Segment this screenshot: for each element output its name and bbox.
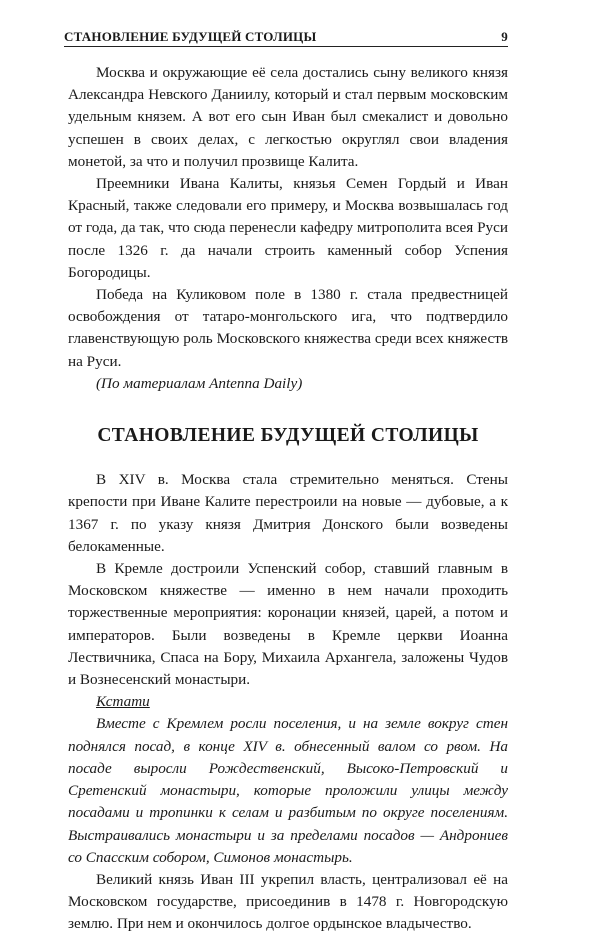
page-number: 9 — [501, 29, 508, 44]
source-attribution: (По материалам Antenna Daily) — [96, 374, 303, 392]
paragraph: Победа на Куликовом поле в 1380 г. стала предвестницей освобождения от татаро-монгольского ига, что подтвердило главенствующую роль Московского княжества среди всех княжеств на Руси. — [68, 286, 508, 370]
paragraph: Москва и окружающие её села достались сыну великого князя Александра Невского Даниилу, который и стал первым московским удельным князем. А вот его сын Иван был смекалист и довольно успешен в своих делах, с легкостью округлял свои владения монетой, за что и получил прозвище Калита. — [68, 64, 508, 170]
paragraph: Великий князь Иван III укрепил власть, централизовал её на Московском государстве, присоединив в 1478 г. Новгородскую землю. При нем и окончилось долгое ордынское владычество. — [68, 870, 508, 933]
running-header-title: СТАНОВЛЕНИЕ БУДУЩЕЙ СТОЛИЦЫ — [64, 29, 317, 44]
section-heading: СТАНОВЛЕНИЕ БУДУЩЕЙ СТОЛИЦЫ — [97, 425, 479, 447]
paragraph: В XIV в. Москва стала стремительно меняться. Стены крепости при Иване Калите перестроили на новые — дубовые, а к 1367 г. по указу князя Дмитрия Донского были возведены белокаменные. — [68, 471, 508, 555]
page-body — [68, 62, 508, 936]
running-header — [64, 26, 508, 47]
aside-text: Вместе с Кремлем росли поселения, и на земле вокруг стен поднялся посад, в конце XIV в. обнесенный валом со рвом. На посаде выросли Рождественский, Высоко-Петровский и Сретенский монастыри, которые проложили улицы между посадами и тропинки к селам и разбитым по округе поселениям. Выстраивались монастыри и за пределами посадов — Андрониев со Спасским собором, Симонов монастырь. — [68, 715, 508, 866]
paragraph: Преемники Ивана Калиты, князья Семен Гордый и Иван Красный, также следовали его примеру, и Москва возвышалась год от года, да так, что сюда перенесли кафедру митрополита всея Руси после 1326 г. да начали строить каменный собор Успения Богородицы. — [68, 175, 508, 281]
paragraph: В Кремле достроили Успенский собор, ставший главным в Московском княжестве — именно в нем начали проходить торжественные мероприятия: коронации князей, царей, а потом и императоров. Были возведены в Кремле церкви Иоанна Лествичника, Спаса на Бору, Михаила Архангела, заложены Чудов и Вознесенский монастыри. — [68, 560, 508, 689]
aside-label: Кстати — [96, 693, 150, 711]
